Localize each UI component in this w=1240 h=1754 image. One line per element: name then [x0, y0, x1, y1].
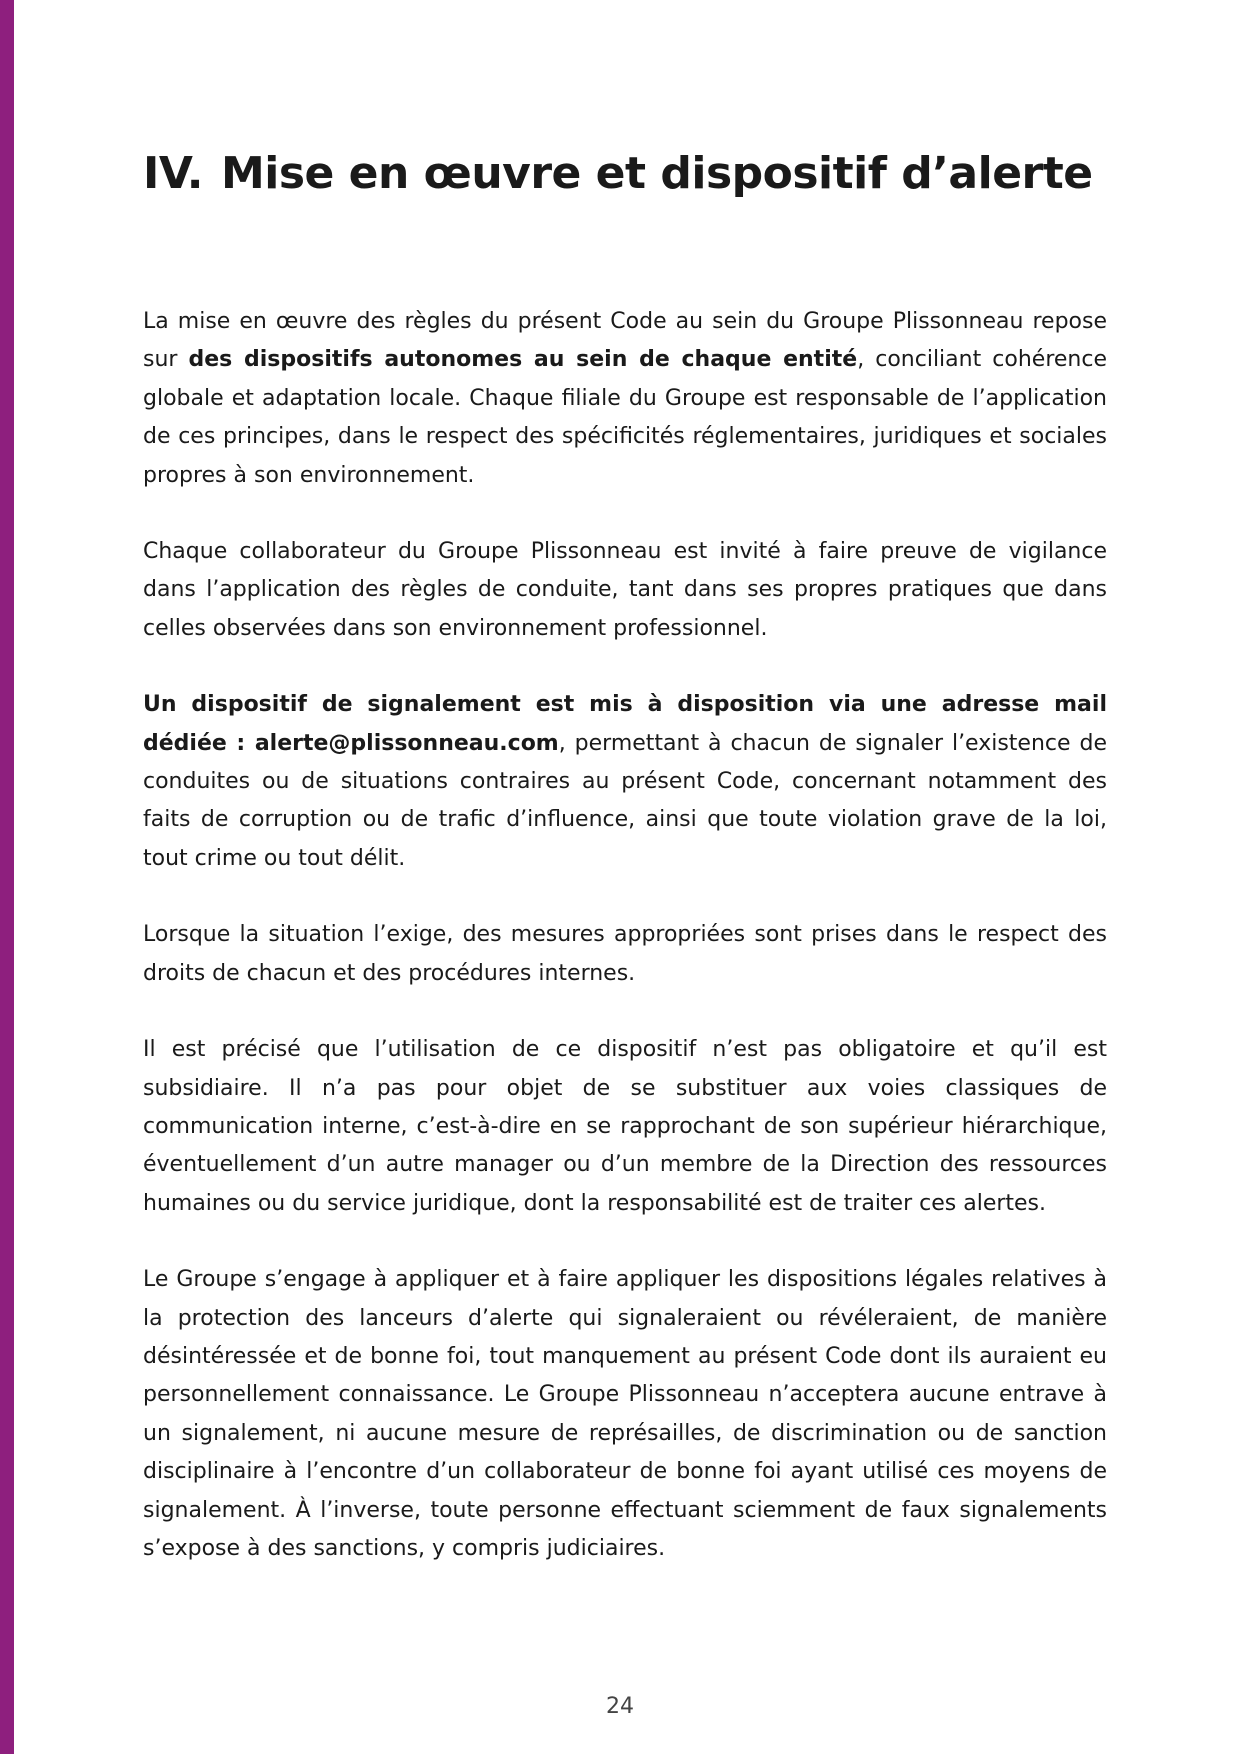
- paragraph-implementation: [143, 303, 1107, 495]
- section-title: Mise en œuvre et dispositif d’alerte: [220, 148, 1093, 199]
- paragraph-whistleblower-protection: Le Groupe s’engage à appliquer et à faire appliquer les dispositions légales relatives à la protection des lanceurs d’alerte qui signaleraient ou révéleraient, de manière désintéressée et de bonne foi, tout manquement au présent Code dont ils auraient eu personnellement connaissance. Le Groupe Plissonneau n’acceptera aucune entrave à un signalement, ni aucune mesure de représailles, de discrimination ou de sanction disciplinaire à l’encontre d’un collaborateur de bonne foi ayant utilisé ces moyens de signalement. À l’inverse, toute personne effectuant sciemment de faux signalements s’expose à des sanctions, y compris judiciaires.: [143, 1267, 1107, 1561]
- accent-side-bar: [0, 0, 14, 1754]
- paragraph-vigilance: Chaque collaborateur du Groupe Plissonneau est invité à faire preuve de vigilance dans l’application des règles de conduite, tant dans ses propres pratiques que dans celles observées dans son environnement professionnel.: [143, 539, 1107, 641]
- body-content: [143, 303, 1107, 1606]
- paragraph-reporting: [143, 686, 1107, 878]
- paragraph-text: La mise en œuvre des règles du présent Code au sein du Groupe Plissonneau repose sur: [143, 309, 1107, 373]
- paragraph-text: , conciliant cohérence globale et adaptation locale. Chaque filiale du Groupe est responsable de l’application de ces principes, dans le respect des spécificités réglementaires, juridiques et sociales propres à son environnement.: [143, 347, 1107, 488]
- paragraph-measures: Lorsque la situation l’exige, des mesures appropriées sont prises dans le respect des droits de chacun et des procédures internes.: [143, 922, 1107, 986]
- page-number: 24: [606, 1694, 634, 1719]
- page-title: [143, 148, 1093, 199]
- paragraph-subsidiary: Il est précisé que l’utilisation de ce dispositif n’est pas obligatoire et qu’il est subsidiaire. Il n’a pas pour objet de se substituer aux voies classiques de communication interne, c’est-à-dire en se rapprochant de son supérieur hiérarchique, éventuellement d’un autre manager ou d’un membre de la Direction des ressources humaines ou du service juridique, dont la responsabilité est de traiter ces alertes.: [143, 1037, 1107, 1216]
- emphasis-text: Un dispositif de signalement est mis à disposition via une adresse mail dédiée : alerte@plissonneau.com: [143, 692, 1107, 756]
- emphasis-text: des dispositifs autonomes au sein de chaque entité: [188, 347, 858, 373]
- section-number: IV.: [143, 148, 203, 199]
- paragraph-text: , permettant à chacun de signaler l’existence de conduites ou de situations contraires au présent Code, concernant notamment des faits de corruption ou de trafic d’influence, ainsi que toute violation grave de la loi, tout crime ou tout délit.: [143, 730, 1107, 871]
